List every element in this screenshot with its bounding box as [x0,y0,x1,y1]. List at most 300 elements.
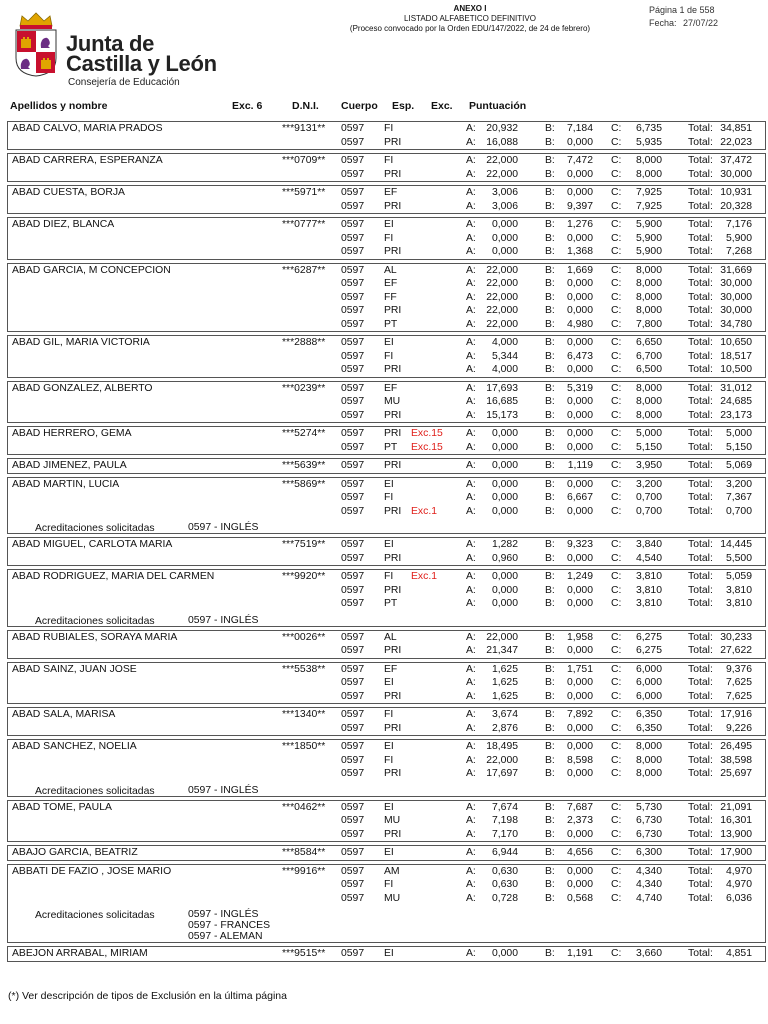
score-a-value: 22,000 [486,155,518,166]
score-c-label: C: [611,246,622,257]
score-b-label: B: [545,318,555,330]
score-a-label: A: [466,631,476,643]
score-c-value: 5,900 [635,246,662,257]
col-header-cuerpo: Cuerpo [341,100,378,112]
score-a-value: 0,000 [491,232,518,244]
score-b-label: B: [545,246,555,257]
score-c-value: 8,000 [635,155,662,166]
score-b-label: B: [545,663,555,675]
accreditations-label: Acreditaciones solicitadas [35,910,155,921]
score-a-value: 4,000 [491,337,518,348]
cuerpo-code: 0597 [341,350,365,362]
score-b-label: B: [545,396,555,407]
cuerpo-code: 0597 [341,232,365,244]
page-header [0,0,768,120]
score-c-label: C: [611,409,622,421]
candidate-name: ABAD MIGUEL, CARLOTA MARIA [12,539,173,550]
table-row [7,537,766,566]
score-c-value: 8,000 [635,264,662,276]
accreditations [8,518,765,533]
cuerpo-code: 0597 [341,571,365,582]
table-row [7,864,766,944]
score-a-value: 4,000 [491,364,518,375]
col-header-exc: Exc. [431,100,453,112]
especialidad-code: MU [384,396,401,407]
score-c-label: C: [611,879,622,890]
score-a-value: 21,347 [486,645,518,656]
total-label: Total: [688,428,713,439]
score-c-label: C: [611,318,622,330]
score-a-label: A: [466,677,476,688]
table-row [7,845,766,861]
especialidad-code: EI [384,741,394,752]
score-a-value: 1,625 [491,690,518,702]
total-value: 5,000 [725,428,752,439]
score-b-value: 7,472 [566,155,593,166]
table-row [7,185,766,214]
score-b-value: 0,000 [566,291,593,303]
score-c-value: 8,000 [635,754,662,766]
score-b-label: B: [545,741,555,752]
candidate-dni: ***5639** [282,460,326,471]
total-label: Total: [688,801,713,813]
total-label: Total: [688,663,713,675]
score-row [8,363,765,377]
score-b-label: B: [545,168,555,180]
logo-wordmark [66,31,217,76]
especialidad-code: FI [384,123,394,134]
total-label: Total: [688,136,713,148]
score-a-label: A: [466,571,476,582]
cuerpo-code: 0597 [341,948,365,959]
cuerpo-code: 0597 [341,598,365,609]
candidate-dni: ***9920** [282,571,326,582]
cuerpo-code: 0597 [341,879,365,890]
total-value: 9,376 [725,663,752,675]
total-value: 17,900 [720,847,752,858]
score-row [8,409,765,423]
total-value: 4,851 [725,948,752,959]
score-row [8,947,765,961]
score-b-label: B: [545,722,555,734]
score-b-label: B: [545,754,555,766]
score-c-value: 5,150 [635,441,662,453]
total-label: Total: [688,305,713,316]
total-value: 26,495 [720,741,752,752]
cuerpo-code: 0597 [341,136,365,148]
score-b-label: B: [545,948,555,959]
score-b-label: B: [545,219,555,230]
score-a-value: 0,000 [491,492,518,503]
especialidad-code: PRI [384,200,402,212]
score-row [8,154,765,168]
score-c-value: 6,700 [635,350,662,362]
score-a-value: 0,000 [491,571,518,582]
score-b-label: B: [545,828,555,840]
score-a-value: 0,000 [491,460,518,471]
score-a-value: 0,000 [491,428,518,439]
score-a-value: 22,000 [486,291,518,303]
cuerpo-code: 0597 [341,865,365,877]
candidate-dni: ***1850** [282,741,326,752]
total-label: Total: [688,505,713,517]
score-b-value: 0,000 [566,409,593,421]
accreditations-label: Acreditaciones solicitadas [35,523,155,534]
score-b-label: B: [545,677,555,688]
especialidad-code: PRI [384,428,402,439]
table-row [7,946,766,962]
score-a-label: A: [466,409,476,421]
candidate-card [7,263,766,333]
especialidad-code: FI [384,571,394,582]
score-a-label: A: [466,337,476,348]
cuerpo-code: 0597 [341,663,365,675]
score-b-label: B: [545,552,555,564]
candidate-name: ABAD GARCIA, M CONCEPCION [12,264,171,276]
candidate-dni: ***1340** [282,709,326,720]
score-c-value: 6,350 [635,709,662,720]
table-row [7,263,766,333]
score-a-label: A: [466,722,476,734]
score-c-value: 3,950 [635,460,662,471]
document-subtitle: (Proceso convocado por la Orden EDU/147/2022, de 24 de febrero) [349,24,591,33]
table-row [7,569,766,627]
score-row [8,722,765,736]
cuerpo-code: 0597 [341,677,365,688]
score-a-label: A: [466,645,476,656]
score-a-value: 1,282 [491,539,518,550]
candidate-dni: ***6287** [282,264,326,276]
accreditations [8,611,765,626]
total-value: 21,091 [720,801,752,813]
col-header-dni: D.N.I. [292,100,319,112]
score-c-value: 6,000 [635,690,662,702]
cuerpo-code: 0597 [341,584,365,596]
score-b-label: B: [545,136,555,148]
score-c-label: C: [611,552,622,564]
score-row [8,584,765,598]
score-b-value: 1,276 [566,219,593,230]
total-value: 22,023 [720,136,752,148]
coat-of-arms-icon [12,10,60,78]
accreditations-label: Acreditaciones solicitadas [35,615,155,627]
score-a-value: 1,625 [491,663,518,675]
score-c-label: C: [611,200,622,212]
col-header-exc6: Exc. 6 [232,100,263,112]
score-a-label: A: [466,492,476,503]
score-a-value: 0,000 [491,219,518,230]
score-row [8,427,765,441]
score-a-label: A: [466,754,476,766]
total-value: 38,598 [720,754,752,766]
total-label: Total: [688,539,713,550]
score-c-value: 6,650 [635,337,662,348]
candidate-card [7,121,766,150]
total-label: Total: [688,318,713,330]
score-row [8,491,765,505]
score-a-label: A: [466,123,476,134]
score-a-value: 3,674 [491,709,518,720]
score-b-label: B: [545,690,555,702]
score-b-value: 0,000 [566,584,593,596]
score-a-value: 0,000 [491,441,518,453]
score-c-label: C: [611,505,622,517]
total-label: Total: [688,677,713,688]
score-c-value: 0,700 [635,505,662,517]
score-b-label: B: [545,539,555,550]
total-value: 10,931 [720,187,752,198]
score-c-value: 5,730 [635,801,662,813]
page-info [649,4,718,30]
score-c-value: 0,700 [635,492,662,503]
score-b-label: B: [545,200,555,212]
candidate-dni: ***5971** [282,187,326,198]
score-b-label: B: [545,187,555,198]
score-c-value: 6,350 [635,722,662,734]
cuerpo-code: 0597 [341,219,365,230]
candidate-card [7,185,766,214]
candidate-name: ABAD GONZALEZ, ALBERTO [12,382,153,394]
score-c-label: C: [611,350,622,362]
score-row [8,336,765,350]
score-a-label: A: [466,200,476,212]
candidate-dni: ***5274** [282,428,326,439]
score-a-value: 17,693 [486,382,518,394]
score-a-value: 2,876 [491,722,518,734]
score-c-label: C: [611,865,622,877]
total-label: Total: [688,396,713,407]
score-a-value: 3,006 [491,200,518,212]
score-c-value: 6,275 [635,631,662,643]
score-c-label: C: [611,690,622,702]
total-label: Total: [688,847,713,858]
score-b-label: B: [545,492,555,503]
candidate-name: ABEJON ARRABAL, MIRIAM [12,948,148,959]
score-c-label: C: [611,155,622,166]
score-c-label: C: [611,828,622,840]
cuerpo-code: 0597 [341,396,365,407]
cuerpo-code: 0597 [341,318,365,330]
total-label: Total: [688,645,713,656]
score-c-value: 8,000 [635,291,662,303]
table-row [7,800,766,843]
score-b-label: B: [545,505,555,517]
candidate-dni: ***0462** [282,801,326,813]
score-b-label: B: [545,337,555,348]
score-a-label: A: [466,291,476,303]
score-b-value: 0,000 [566,337,593,348]
candidate-card [7,217,766,260]
score-b-value: 6,667 [566,492,593,503]
score-a-value: 0,630 [491,879,518,890]
score-a-label: A: [466,892,476,904]
score-b-label: B: [545,278,555,289]
score-b-label: B: [545,598,555,609]
score-c-label: C: [611,364,622,375]
document-title: LISTADO ALFABETICO DEFINITIVO [404,14,536,23]
total-value: 9,226 [725,722,752,734]
cuerpo-code: 0597 [341,187,365,198]
score-a-value: 22,000 [486,168,518,180]
score-c-label: C: [611,168,622,180]
score-b-value: 8,598 [566,754,593,766]
total-value: 6,036 [725,892,752,904]
total-label: Total: [688,815,713,826]
accreditation-item: 0597 - INGLÉS [188,909,259,920]
score-a-label: A: [466,441,476,453]
cuerpo-code: 0597 [341,801,365,813]
score-c-label: C: [611,278,622,289]
cuerpo-code: 0597 [341,847,365,858]
especialidad-code: FI [384,879,394,890]
score-b-value: 0,000 [566,168,593,180]
score-row [8,218,765,232]
especialidad-code: PRI [384,364,402,375]
score-b-value: 0,000 [566,865,593,877]
table-row [7,381,766,424]
score-c-value: 3,200 [635,478,662,490]
cuerpo-code: 0597 [341,441,365,453]
accreditation-item: 0597 - INGLÉS [188,522,259,533]
candidate-card [7,707,766,736]
score-c-value: 8,000 [635,305,662,316]
score-row [8,597,765,611]
logo-line-2: Castilla y León [66,51,217,76]
score-c-label: C: [611,460,622,471]
especialidad-code: EI [384,337,394,348]
score-a-value: 22,000 [486,318,518,330]
score-row [8,690,765,704]
score-c-label: C: [611,801,622,813]
score-c-label: C: [611,754,622,766]
score-b-value: 0,000 [566,677,593,688]
accreditation-item: 0597 - FRANCES [188,920,270,931]
total-label: Total: [688,187,713,198]
score-c-label: C: [611,709,622,720]
especialidad-code: FF [384,291,397,303]
score-row [8,350,765,364]
cuerpo-code: 0597 [341,892,365,904]
score-b-label: B: [545,441,555,453]
table-row [7,630,766,659]
score-b-label: B: [545,460,555,471]
score-a-label: A: [466,305,476,316]
score-a-value: 0,630 [491,865,518,877]
cuerpo-code: 0597 [341,337,365,348]
score-b-label: B: [545,847,555,858]
total-label: Total: [688,948,713,959]
total-value: 30,000 [720,291,752,303]
cuerpo-code: 0597 [341,768,365,779]
total-label: Total: [688,552,713,564]
score-a-value: 5,344 [491,350,518,362]
accreditation-item: 0597 - INGLÉS [188,614,259,626]
cuerpo-code: 0597 [341,168,365,180]
score-b-value: 0,000 [566,828,593,840]
score-row [8,200,765,214]
accreditations [8,781,765,796]
score-a-value: 0,000 [491,598,518,609]
date-value: 27/07/22 [683,18,719,28]
score-row [8,644,765,658]
candidate-name: ABAD CUESTA, BORJA [12,187,125,198]
score-c-label: C: [611,291,622,303]
score-b-value: 1,958 [566,631,593,643]
cuerpo-code: 0597 [341,291,365,303]
score-a-label: A: [466,136,476,148]
especialidad-code: PRI [384,136,402,148]
score-b-value: 1,191 [566,948,593,959]
score-a-label: A: [466,155,476,166]
score-b-label: B: [545,382,555,394]
score-c-value: 4,740 [635,892,662,904]
score-c-value: 3,810 [635,598,662,609]
score-row [8,291,765,305]
total-label: Total: [688,382,713,394]
score-b-value: 0,000 [566,396,593,407]
score-b-label: B: [545,291,555,303]
score-c-label: C: [611,539,622,550]
score-c-value: 3,840 [635,539,662,550]
score-c-value: 3,810 [635,571,662,582]
score-b-value: 1,119 [567,460,593,471]
score-row [8,441,765,455]
cuerpo-code: 0597 [341,645,365,656]
score-b-value: 1,249 [566,571,593,582]
candidate-dni: ***5538** [282,663,326,675]
cuerpo-code: 0597 [341,246,365,257]
score-c-label: C: [611,337,622,348]
score-b-value: 0,000 [566,478,593,490]
score-b-value: 9,397 [566,200,593,212]
cuerpo-code: 0597 [341,690,365,702]
candidate-name: ABAD CARRERA, ESPERANZA [12,155,163,166]
total-value: 7,367 [725,492,752,503]
score-c-label: C: [611,219,622,230]
candidate-name: ABAD RODRIGUEZ, MARIA DEL CARMEN [12,571,215,582]
score-c-value: 5,900 [635,219,662,230]
cuerpo-code: 0597 [341,631,365,643]
score-c-label: C: [611,123,622,134]
candidate-card [7,845,766,861]
candidate-card [7,800,766,843]
especialidad-code: EI [384,539,394,550]
score-row [8,828,765,842]
score-row [8,478,765,492]
especialidad-code: EF [384,187,398,198]
candidate-name: ABAD TOME, PAULA [12,801,112,813]
score-c-value: 7,925 [635,200,662,212]
score-a-value: 3,006 [491,187,518,198]
score-a-value: 0,728 [491,892,518,904]
score-c-value: 6,730 [635,828,662,840]
candidate-card [7,662,766,705]
total-value: 5,059 [725,571,752,582]
score-row [8,663,765,677]
total-label: Total: [688,246,713,257]
total-value: 7,268 [725,246,752,257]
total-label: Total: [688,892,713,904]
accreditations-list [188,522,765,533]
score-b-value: 0,000 [566,232,593,244]
score-a-value: 15,173 [486,409,518,421]
score-c-label: C: [611,768,622,779]
cuerpo-code: 0597 [341,815,365,826]
cuerpo-code: 0597 [341,200,365,212]
score-b-value: 0,000 [566,598,593,609]
total-label: Total: [688,460,713,471]
score-b-label: B: [545,815,555,826]
